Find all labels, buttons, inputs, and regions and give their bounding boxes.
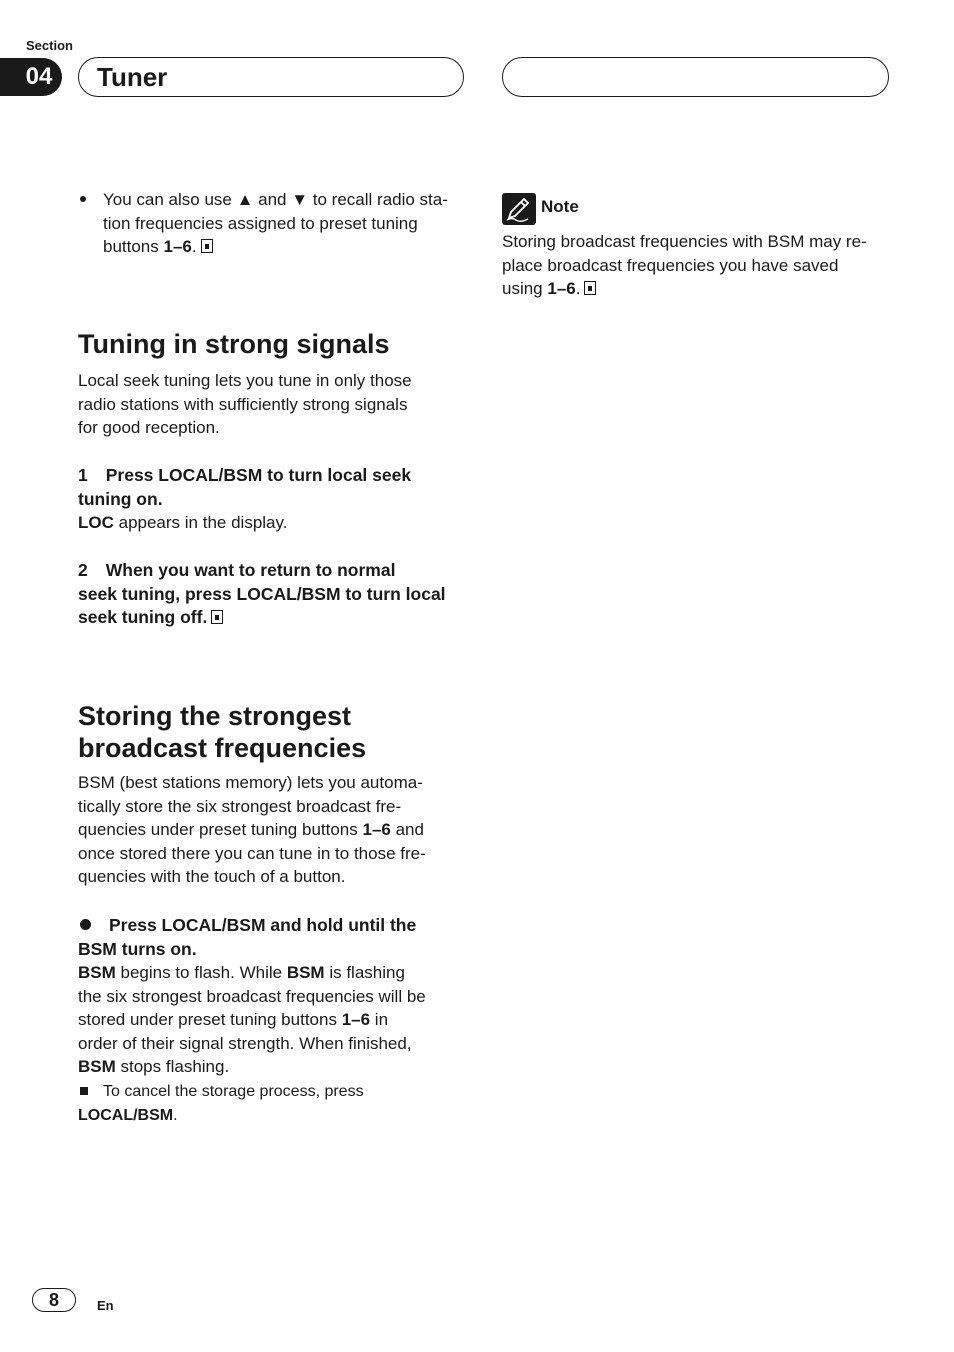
step-line (78, 606, 470, 630)
preset-range: 1–6 (547, 279, 576, 299)
heading-tuning-strong-signals: Tuning in strong signals (78, 329, 390, 359)
section-title-text: Tuner (97, 61, 168, 92)
text: When you want to return to normal (105, 560, 396, 580)
bullet-dot (80, 196, 86, 202)
preset-range: 1–6 (341, 1010, 371, 1030)
section-label: Section (26, 38, 73, 53)
note-pencil-icon (502, 193, 536, 225)
display-indicator: BSM (286, 963, 325, 982)
language-code: En (97, 1298, 114, 1313)
text: stored under preset tuning buttons (78, 1010, 342, 1030)
bullet-preset-recall (103, 188, 463, 259)
text: to recall radio sta- (308, 190, 448, 209)
note-line: Storing broadcast frequencies with BSM may re- (502, 232, 867, 251)
display-indicator: BSM (78, 1057, 116, 1077)
step-line (78, 464, 468, 488)
section-title (78, 57, 464, 97)
step-line (78, 559, 470, 583)
heading-storing-strongest (78, 700, 366, 764)
text: and (253, 190, 292, 209)
bullet-line (103, 235, 463, 259)
text: stops flashing. (115, 1057, 230, 1077)
text: begins to flash. While (115, 963, 287, 982)
up-arrow-icon: ▲ (236, 190, 254, 209)
end-mark-icon (584, 281, 596, 295)
text: appears in the display. (113, 513, 288, 532)
paragraph-line: BSM (best stations memory) lets you automa- (78, 773, 423, 792)
note-line (502, 277, 892, 301)
text: buttons (103, 237, 164, 257)
text: in (370, 1010, 389, 1030)
end-mark-icon (201, 239, 213, 253)
step-number: 1 (78, 465, 88, 485)
note-line: place broadcast frequencies you have saved (502, 255, 839, 275)
note-label: Note (541, 197, 579, 216)
step-2 (78, 559, 470, 630)
text: Press LOCAL/BSM and hold until the (109, 915, 417, 935)
paragraph-local-seek (78, 369, 458, 440)
paragraph-line: Local seek tuning lets you tune in only those (78, 371, 412, 390)
header-right-frame (502, 57, 889, 97)
preset-range: 1–6 (362, 820, 391, 840)
text: . (191, 237, 197, 257)
paragraph-line (78, 818, 468, 842)
paragraph-line: tically store the six strongest broadcast fre- (78, 796, 402, 816)
button-name: LOCAL/BSM (78, 1107, 174, 1124)
step-number: 2 (78, 560, 88, 580)
note-body (502, 230, 892, 301)
step-line (78, 914, 468, 938)
paragraph-line: quencies with the touch of a button. (78, 867, 346, 887)
bullet-square (80, 1087, 88, 1095)
preset-range: 1–6 (163, 237, 192, 257)
step-line: tuning on. (78, 488, 163, 509)
text: . (575, 279, 581, 299)
paragraph-bsm (78, 771, 468, 889)
text: . (173, 1107, 178, 1124)
page-number: 8 (32, 1288, 76, 1312)
step-1-result (78, 511, 287, 535)
result-line: the six strongest broadcast frequencies will be (78, 986, 426, 1006)
result-line (78, 1055, 468, 1079)
step-line: seek tuning, press LOCAL/BSM to turn local (78, 583, 446, 604)
display-indicator: BSM (78, 963, 116, 982)
bsm-result (78, 961, 468, 1079)
bullet-line (103, 188, 463, 212)
result-line (78, 961, 468, 985)
heading-line: Storing the strongest (78, 701, 352, 731)
text: using (502, 279, 548, 299)
paragraph-line: radio stations with sufficiently strong signals (78, 394, 408, 414)
paragraph-line: once stored there you can tune in to those fre- (78, 843, 426, 863)
step-line: BSM turns on. (78, 938, 197, 959)
section-number-badge: 04 (0, 58, 62, 96)
bsm-step (78, 914, 468, 961)
result-line (78, 1008, 468, 1032)
down-arrow-icon: ▼ (291, 190, 309, 209)
text: You can also use (103, 190, 237, 209)
text: Press LOCAL/BSM to turn local seek (105, 465, 412, 485)
display-indicator: LOC (78, 513, 114, 532)
step-1 (78, 464, 468, 511)
end-mark-icon (211, 610, 223, 624)
text: seek tuning off. (78, 607, 208, 628)
heading-line: broadcast frequencies (78, 733, 367, 763)
cancel-note-line2 (78, 1104, 178, 1127)
result-line: order of their signal strength. When finished, (78, 1033, 412, 1053)
text: quencies under preset tuning buttons (78, 820, 363, 840)
cancel-note-line1: To cancel the storage process, press (103, 1083, 364, 1100)
bullet-line: tion frequencies assigned to preset tuning (103, 213, 418, 233)
text: is flashing (324, 963, 405, 982)
text: and (390, 820, 424, 840)
paragraph-line: for good reception. (78, 418, 220, 438)
